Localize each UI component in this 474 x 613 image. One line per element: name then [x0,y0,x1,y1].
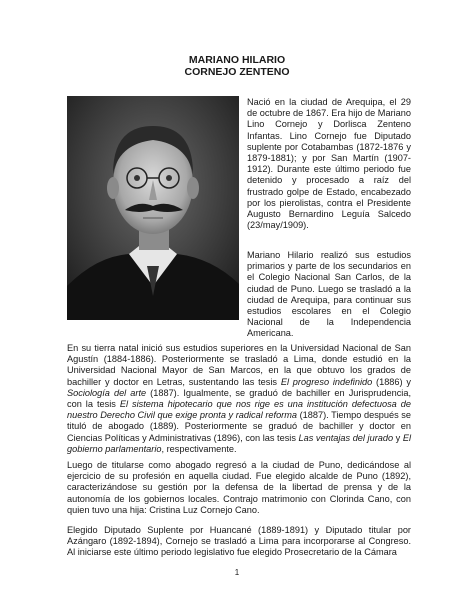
text-run: En su tierra natal inició sus estudios superiores en la Universidad Nacional de San Agustín (1884-1886). Posteriormente se trasladó a Lima, donde estudió en la Universidad Nacional Mayor de San Marcos, en la que obtuvo los grados de bachiller y doctor en Letras, sustentando las tesis [67,343,411,387]
text-run: y [393,432,403,443]
thesis-title: Sociología del arte [67,387,147,398]
text-run: (1886) y [372,376,411,387]
page-number: 1 [234,568,240,577]
text-run: (1887). Igualmente, se graduó de bachiller en Jurisprudencia, con la tesis [67,387,411,410]
thesis-title: El sistema hipotecario que nos rige es una institución defectuosa de nuestro Derecho Civil que exige pronta y radical reforma [67,399,411,421]
thesis-title: El progreso indefinido [280,376,373,387]
thesis-title: El gobierno parlamentario [67,432,411,454]
page-title [0,54,474,78]
portrait-photo [67,96,239,320]
paragraph-university [67,343,411,455]
thesis-title: Las ventajas del jurado [298,432,394,443]
text-run: , respectivamente. [161,443,237,454]
paragraph-early-studies: Mariano Hilario realizó sus estudios primarios y parte de los secundarios en el Colegio Nacional San Carlos, de la ciudad de Puno. Luego se trasladó a la ciudad de Arequipa, para continuar sus estudios escolares en el Colegio Nacional de la Independencia Americana. [247,250,411,339]
paragraph-congress: Elegido Diputado Suplente por Huancané (1889-1891) y Diputado titular por Azángaro (1892-1894), Cornejo se trasladó a Lima para incorporarse al Congreso. Al iniciarse este último periodo legislativo fue elegido Prosecretario de la Cámara [67,525,411,558]
title-line-2: CORNEJO ZENTENO [184,66,290,78]
paragraph-puno-career: Luego de titularse como abogado regresó a la ciudad de Puno, dedicándose al ejercicio de su profesión en aquella ciudad. Fue elegido alcalde de Puno (1892), caracterizándose su gestión por la defensa de la libertad de prensa y de la autonomía de los gobiernos locales. Contrajo matrimonio con Clorinda Cano, con quien tuvo una hija: Cristina Luz Cornejo Cano. [67,460,411,515]
paragraph-birth: Nació en la ciudad de Arequipa, el 29 de octubre de 1867. Era hijo de Mariano Lino Cornejo y Dorlisca Zenteno Infantas. Lino Cornejo fue Diputado suplente por Cotabambas (1872-1876 y 1879-1881); y por San Martín (1907-1912). Durante este último periodo fue detenido y procesado a raíz del frustrado golpe de Estado, encabezado por los pierolistas, contra el Presidente Augusto Bernardino Leguía Salcedo (23/may/1909). [247,97,411,231]
title-line-1: MARIANO HILARIO [188,54,286,66]
text-run: (1887). Tiempo después se tituló de abogado (1889). Posteriormente se graduó de bachiller y doctor en Ciencias Políticas y Administrativas (1896), con las tesis [67,410,411,443]
